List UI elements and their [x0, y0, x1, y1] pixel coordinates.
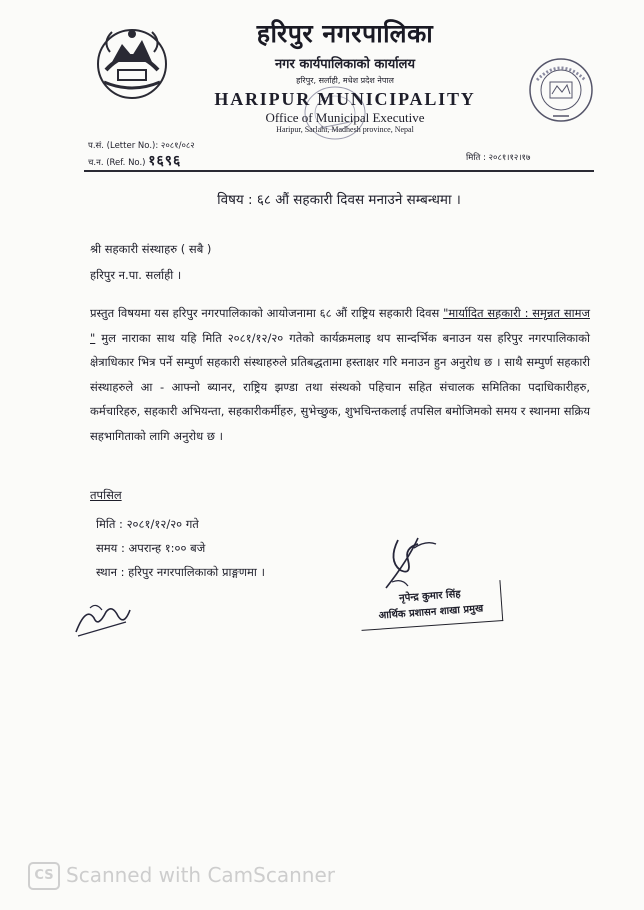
- event-place: स्थान : हरिपुर नगरपालिकाको प्राङ्गणमा ।: [96, 565, 265, 579]
- ref-number-value: १६९६: [148, 153, 182, 169]
- nepal-emblem-logo: [92, 22, 172, 102]
- event-date: मिति : २०८१/१२/२० गते: [96, 517, 199, 531]
- slogan-text: "मार्यादित सहकारी : समृन्नत सामज ": [90, 306, 590, 345]
- ref-number-label: च.न. (Ref. No.): [88, 158, 146, 168]
- body-intro: प्रस्तुत विषयमा यस हरिपुर नगरपालिकाको आयोजनामा ६८ औं राष्ट्रिय सहकारी दिवस: [90, 306, 444, 320]
- officer-name-stamp: [360, 585, 502, 633]
- officer-name: नृपेन्द्र कुमार सिंह: [398, 588, 461, 605]
- address-nepali: हरिपुर, सर्लाही, मधेश प्रदेश नेपाल: [296, 76, 394, 85]
- municipality-title-nepali: हरिपुर नगरपालिका: [256, 19, 434, 48]
- office-name-english: Office of Municipal Executive: [265, 110, 425, 125]
- addressee-block: [90, 236, 211, 288]
- details-heading: तपसिल: [90, 488, 122, 502]
- municipality-seal-stamp: [527, 56, 595, 124]
- addressee-location: हरिपुर न.पा. सर्लाही ।: [90, 268, 182, 282]
- letter-body: [90, 301, 590, 448]
- body-rest: मुल नाराका साथ यहि मिति २०८१/१२/२० गतेको कार्यक्रमलाइ थप सान्दर्भिक बनाउन यस हरिपुर नगरपालिकाको क्षेत्राधिकार भित्र पर्ने सम्पुर्ण सहकारी संस्थाहरुले प्रतिबद्धतामा हस्ताक्षर गरि मनाउन हुन अनुरोध छ । साथै सम्पुर्ण सहकारी संस्थाहरुले आ - आफ्नो ब्यानर, राष्ट्रिय झण्डा तथा संस्थको पहिचान सहित संचालक समितिका पदाधिकारीहरु, कर्मचारिहरु, सहकारी अभियन्ता, सहकारीकर्मीहरु, सुभेच्छुक, शुभचिन्तकलाई तपसिल बमोजिमको समय र स्थानमा सक्रिय सहभागिताको लागि अनुरोध छ ।: [90, 330, 590, 443]
- officer-title: आर्थिक प्रशासन शाखा प्रमुख: [378, 603, 484, 622]
- letter-number: प.सं. (Letter No.): २०८१/०८२: [88, 141, 195, 151]
- letter-subject: विषय : ६८ औं सहकारी दिवस मनाउने सम्बन्धमा ।: [217, 192, 461, 208]
- details-block: [96, 512, 265, 584]
- municipality-title-english: HARIPUR MUNICIPALITY: [214, 89, 476, 109]
- handwritten-initial: [72, 598, 134, 640]
- address-english: Haripur, Sarlahi, Madhesh province, Nepal: [276, 125, 414, 134]
- event-time: समय : अपरान्ह १:०० बजे: [96, 541, 206, 555]
- letter-date: मिति : २०८१।१२।१७: [466, 153, 531, 163]
- reference-block: [88, 139, 195, 171]
- camscanner-label: Scanned with CamScanner: [66, 863, 335, 887]
- header-divider: [84, 170, 594, 172]
- camscanner-logo-icon: CS: [28, 862, 60, 890]
- addressee-line: श्री सहकारी संस्थाहरु ( सबै ): [90, 242, 212, 256]
- office-name-nepali: नगर कार्यपालिकाको कार्यालय: [274, 57, 416, 72]
- ref-number-row: [88, 154, 195, 171]
